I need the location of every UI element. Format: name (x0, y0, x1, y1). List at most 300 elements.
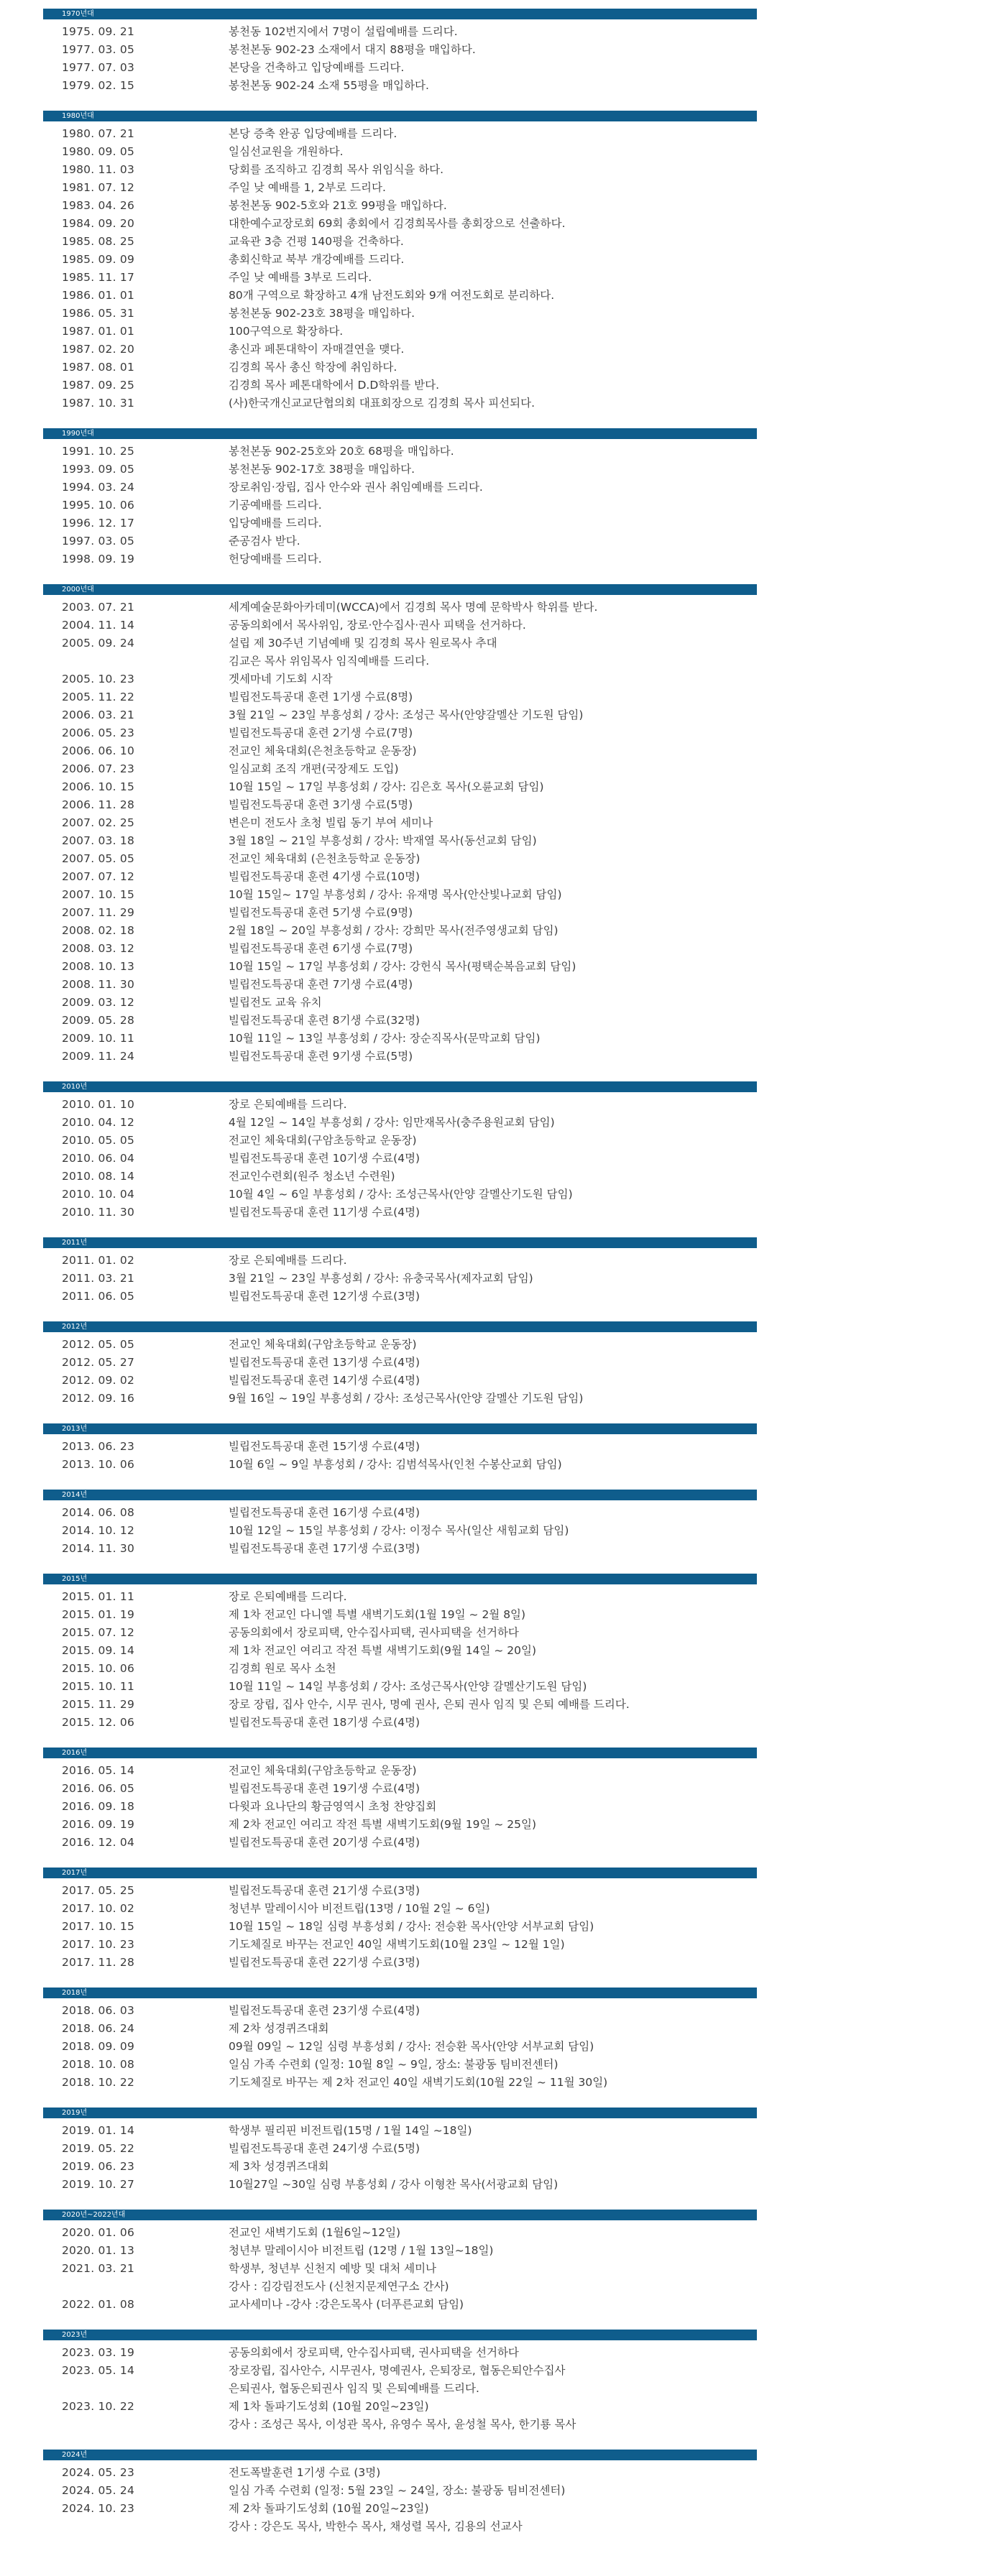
timeline-row (43, 233, 757, 251)
event-description: 빌립전도특공대 훈련 21기생 수료(3명) (229, 1884, 420, 1897)
event-date: 2008. 11. 30 (62, 978, 135, 991)
event-date: 2017. 10. 02 (62, 1902, 135, 1915)
event-description: 제 2차 돌파기도성회 (10월 20일~23일) (229, 2502, 429, 2515)
timeline-row (43, 778, 757, 796)
event-description: 제 1차 전교인 다니엘 특별 새벽기도회(1월 19일 ~ 2월 8일) (229, 1608, 526, 1621)
event-description: 교육관 3층 건평 140평을 건축하다. (229, 235, 404, 248)
event-description: 빌립전도특공대 훈련 3기생 수료(5명) (229, 798, 413, 811)
timeline-row (43, 125, 757, 143)
event-description: 10월 11일 ~ 14일 부흥성회 / 강사: 조성근목사(안양 갈멜산기도원 담임) (229, 1680, 587, 1693)
section-header-bar: 2020년~2022년대 (43, 2210, 757, 2220)
event-date: 2006. 07. 23 (62, 762, 135, 775)
event-date: 2024. 05. 24 (62, 2484, 135, 2497)
event-description: 총신과 페톤대학이 자매결연을 맺다. (229, 343, 405, 356)
event-date: 1987. 01. 01 (62, 325, 135, 338)
timeline-row (43, 1252, 757, 1270)
event-description: 전교인수련회(원주 청소년 수련원) (229, 1170, 395, 1183)
event-description: 2월 18일 ~ 20일 부흥성회 / 강사: 강희만 목사(전주영생교회 담임) (229, 924, 558, 937)
timeline-row (43, 161, 757, 179)
event-description: 제 1차 전교인 여리고 작전 특별 새벽기도회(9월 14일 ~ 20일) (229, 1644, 537, 1657)
event-description: 전도폭발훈련 1기생 수료 (3명) (229, 2466, 381, 2479)
event-date (43, 2278, 229, 2296)
event-description: 일심교회 조직 개편(국장제도 도입) (229, 762, 399, 775)
event-date: 2010. 04. 12 (62, 1116, 135, 1129)
timeline-row (43, 1882, 757, 1900)
timeline-row (43, 688, 757, 706)
event-description: 80개 구역으로 확장하고 4개 남전도회와 9개 여전도회로 분리하다. (229, 289, 555, 302)
event-description: (사)한국개신교교단협의회 대표회장으로 김경희 목사 피선되다. (229, 397, 535, 410)
event-description: 청년부 말레이시아 비전트립(13명 / 10월 2일 ~ 6일) (229, 1902, 490, 1915)
event-date: 1977. 07. 03 (62, 61, 135, 74)
timeline-row (43, 2518, 757, 2536)
event-date: 2019. 10. 27 (62, 2178, 135, 2191)
event-description: 10월 6일 ~ 9일 부흥성회 / 강사: 김범석목사(인천 수봉산교회 담임) (229, 1458, 562, 1471)
timeline-row (43, 1336, 757, 1354)
timeline-row (43, 1456, 757, 1474)
event-description: 봉천본동 902-25호와 20호 68평을 매입하다. (229, 445, 454, 458)
event-description: 학생부 필리핀 비전트립(15명 / 1월 14일 ~18일) (229, 2124, 472, 2137)
event-description: 봉천동 102번지에서 7명이 설립예배를 드리다. (229, 25, 458, 38)
timeline-section (43, 1321, 757, 1408)
event-date: 2014. 06. 08 (62, 1506, 135, 1519)
event-description: 3월 21일 ~ 23일 부흥성회 / 강사: 유충국목사(제자교회 담임) (229, 1272, 533, 1285)
timeline-row (43, 1714, 757, 1732)
event-date: 2006. 05. 23 (62, 726, 135, 739)
event-date: 2014. 11. 30 (62, 1542, 135, 1555)
timeline-row (43, 394, 757, 412)
event-date (43, 2380, 229, 2398)
event-date: 2013. 06. 23 (62, 1440, 135, 1453)
event-description: 10월 15일 ~ 17일 부흥성회 / 강사: 강헌식 목사(평택순복음교회 담임) (229, 960, 576, 973)
event-description: 빌립전도특공대 훈련 17기생 수료(3명) (229, 1542, 420, 1555)
timeline-row (43, 2416, 757, 2434)
timeline-row (43, 532, 757, 550)
timeline-row (43, 1678, 757, 1696)
event-description: 전교인 체육대회 (은천초등학교 운동장) (229, 852, 420, 865)
event-date: 2021. 03. 21 (62, 2262, 135, 2275)
timeline-row (43, 1012, 757, 1030)
event-date: 2020. 01. 13 (62, 2244, 135, 2257)
event-description: 빌립전도 교육 유치 (229, 996, 322, 1009)
timeline-row (43, 1168, 757, 1186)
event-date: 2011. 06. 05 (62, 1290, 135, 1303)
timeline-row (43, 814, 757, 832)
event-description: 장로 은퇴예배를 드리다. (229, 1098, 347, 1111)
event-description: 김교은 목사 위임목사 임직예배를 드리다. (229, 655, 430, 668)
event-date: 2007. 03. 18 (62, 834, 135, 847)
event-date: 2006. 06. 10 (62, 744, 135, 757)
event-description: 다윗과 요나단의 황금영역시 초청 찬양집회 (229, 1800, 437, 1813)
event-description: 본당 증축 완공 입당예배를 드리다. (229, 127, 397, 140)
event-description: 준공검사 받다. (229, 535, 300, 548)
event-description: 김경희 원로 목사 소천 (229, 1662, 336, 1675)
event-date: 2012. 05. 05 (62, 1338, 135, 1351)
timeline-row (43, 1186, 757, 1204)
timeline-row (43, 2296, 757, 2314)
timeline-section (43, 2330, 757, 2434)
event-date: 2015. 12. 06 (62, 1716, 135, 1729)
event-date: 2007. 07. 12 (62, 870, 135, 883)
event-date: 2009. 05. 28 (62, 1014, 135, 1027)
event-description: 봉천본동 902-24 소재 55평을 매입하다. (229, 79, 429, 92)
event-description: 빌립전도특공대 훈련 20기생 수료(4명) (229, 1836, 420, 1849)
event-description: 입당예배를 드리다. (229, 517, 322, 530)
event-date: 2022. 01. 08 (62, 2298, 135, 2311)
event-date: 1996. 12. 17 (62, 517, 135, 530)
timeline-row (43, 634, 757, 652)
timeline-row (43, 2380, 757, 2398)
event-date: 2007. 05. 05 (62, 852, 135, 865)
event-description: 10월27일 ~30일 심령 부흥성회 / 강사 이형찬 목사(서광교회 담임) (229, 2178, 558, 2191)
timeline-section (43, 1081, 757, 1222)
event-description: 본당을 건축하고 입당예배를 드리다. (229, 61, 405, 74)
timeline-row (43, 2224, 757, 2242)
timeline-row (43, 2278, 757, 2296)
event-date: 2012. 05. 27 (62, 1356, 135, 1369)
event-description: 헌당예배를 드리다. (229, 553, 322, 565)
timeline-row (43, 550, 757, 568)
section-header-bar: 1990년대 (43, 428, 757, 439)
timeline-section (43, 1490, 757, 1558)
timeline-row (43, 1588, 757, 1606)
timeline-row (43, 1204, 757, 1222)
event-description: 10월 15일~ 17일 부흥성회 / 강사: 유재명 목사(안산빛나교회 담임) (229, 888, 562, 901)
timeline-row (43, 2158, 757, 2176)
event-description: 일심 가족 수련회 (일정: 10월 8일 ~ 9일, 장소: 불광동 팀비전센터) (229, 2058, 558, 2071)
event-description: 당회를 조직하고 김경희 목사 위임식을 하다. (229, 163, 444, 176)
event-date: 2010. 08. 14 (62, 1170, 135, 1183)
timeline-row (43, 1030, 757, 1048)
event-date: 1983. 04. 26 (62, 199, 135, 212)
event-description: 공동의회에서 목사위임, 장로·안수집사·권사 피택을 선거하다. (229, 619, 526, 632)
event-date: 2023. 10. 22 (62, 2400, 135, 2413)
event-date: 1987. 09. 25 (62, 379, 135, 392)
timeline-row (43, 497, 757, 514)
timeline-row (43, 77, 757, 95)
event-date: 2010. 11. 30 (62, 1206, 135, 1219)
section-header-bar: 1980년대 (43, 111, 757, 121)
event-date: 1987. 10. 31 (62, 397, 135, 410)
timeline-row (43, 617, 757, 634)
event-date: 2005. 09. 24 (62, 637, 135, 650)
timeline-row (43, 2074, 757, 2092)
event-date: 1987. 08. 01 (62, 361, 135, 374)
timeline-section (43, 428, 757, 568)
event-description: 제 2차 전교인 여리고 작전 특별 새벽기도회(9월 19일 ~ 25일) (229, 1818, 537, 1831)
event-date: 2010. 06. 04 (62, 1152, 135, 1165)
timeline-row (43, 197, 757, 215)
event-date: 2020. 01. 06 (62, 2226, 135, 2239)
event-date: 2017. 10. 15 (62, 1920, 135, 1933)
event-date (43, 2416, 229, 2434)
event-date: 2023. 03. 19 (62, 2346, 135, 2359)
timeline-row (43, 1270, 757, 1288)
event-date: 2008. 10. 13 (62, 960, 135, 973)
timeline-row (43, 1150, 757, 1168)
event-description: 전교인 새벽기도회 (1월6일~12일) (229, 2226, 401, 2239)
timeline-section (43, 111, 757, 412)
event-date: 2016. 05. 14 (62, 1764, 135, 1777)
section-header-bar: 1970년대 (43, 9, 757, 19)
event-date: 1994. 03. 24 (62, 481, 135, 494)
event-description: 빌립전도특공대 훈련 22기생 수료(3명) (229, 1956, 420, 1969)
timeline-row (43, 443, 757, 461)
timeline-row (43, 670, 757, 688)
event-description: 설립 제 30주년 기념예배 및 김경희 목사 원로목사 추대 (229, 637, 497, 650)
event-description: 빌립전도특공대 훈련 14기생 수료(4명) (229, 1374, 420, 1387)
timeline-row (43, 2242, 757, 2260)
timeline-row (43, 742, 757, 760)
event-date: 2014. 10. 12 (62, 1524, 135, 1537)
event-date: 2010. 01. 10 (62, 1098, 135, 1111)
section-header-bar: 2024년 (43, 2450, 757, 2460)
event-description: 빌립전도특공대 훈련 13기생 수료(4명) (229, 1356, 420, 1369)
timeline-row (43, 323, 757, 341)
event-date: 2024. 05. 23 (62, 2466, 135, 2479)
event-description: 빌립전도특공대 훈련 6기생 수료(7명) (229, 942, 413, 955)
section-header-bar: 2017년 (43, 1868, 757, 1878)
event-date: 1991. 10. 25 (62, 445, 135, 458)
event-date: 1998. 09. 19 (62, 553, 135, 565)
event-description: 겟세마네 기도회 시작 (229, 673, 333, 685)
timeline-row (43, 904, 757, 922)
event-date: 2008. 03. 12 (62, 942, 135, 955)
timeline-section (43, 1423, 757, 1474)
timeline-section (43, 1237, 757, 1306)
event-description: 3월 21일 ~ 23일 부흥성회 / 강사: 조성근 목사(안양갈멜산 기도원 담임) (229, 708, 584, 721)
event-date: 2019. 01. 14 (62, 2124, 135, 2137)
timeline-row (43, 1834, 757, 1852)
timeline-row (43, 1390, 757, 1408)
timeline-section (43, 2210, 757, 2314)
event-date: 1980. 07. 21 (62, 127, 135, 140)
event-date: 2012. 09. 16 (62, 1392, 135, 1405)
timeline-row (43, 179, 757, 197)
event-description: 봉천본동 902-17호 38평을 매입하다. (229, 463, 415, 476)
timeline-row (43, 724, 757, 742)
timeline-row (43, 1372, 757, 1390)
event-description: 3월 18일 ~ 21일 부흥성회 / 강사: 박재열 목사(동선교회 담임) (229, 834, 537, 847)
event-date: 2009. 11. 24 (62, 1050, 135, 1063)
timeline-section (43, 1988, 757, 2092)
timeline-row (43, 1936, 757, 1954)
timeline-row (43, 760, 757, 778)
event-description: 빌립전도특공대 훈련 2기생 수료(7명) (229, 726, 413, 739)
event-description: 빌립전도특공대 훈련 1기생 수료(8명) (229, 691, 413, 703)
event-date: 2024. 10. 23 (62, 2502, 135, 2515)
section-header-bar: 2019년 (43, 2108, 757, 2118)
timeline-row (43, 2122, 757, 2140)
event-description: 빌립전도특공대 훈련 12기생 수료(3명) (229, 1290, 420, 1303)
timeline-row (43, 1918, 757, 1936)
timeline-row (43, 976, 757, 994)
timeline-section (43, 584, 757, 1066)
timeline-row (43, 2362, 757, 2380)
event-description: 빌립전도특공대 훈련 4기생 수료(10명) (229, 870, 420, 883)
event-description: 09월 09일 ~ 12일 심령 부흥성회 / 강사: 전승환 목사(안양 서부교회 담임) (229, 2040, 594, 2053)
event-description: 주일 낮 예배를 3부로 드리다. (229, 271, 372, 284)
timeline-row (43, 1660, 757, 1678)
timeline-row (43, 1540, 757, 1558)
event-description: 10월 11일 ~ 13일 부흥성회 / 강사: 장순직목사(문막교회 담임) (229, 1032, 541, 1045)
event-date: 1995. 10. 06 (62, 499, 135, 512)
timeline-row (43, 1048, 757, 1066)
event-description: 4월 12일 ~ 14일 부흥성회 / 강사: 임만재목사(충주용원교회 담임) (229, 1116, 555, 1129)
event-description: 김경희 목사 페톤대학에서 D.D학위를 받다. (229, 379, 440, 392)
timeline-row (43, 1624, 757, 1642)
timeline-row (43, 2464, 757, 2482)
event-date: 2011. 03. 21 (62, 1272, 135, 1285)
timeline-row (43, 922, 757, 940)
timeline-row (43, 994, 757, 1012)
event-date: 2017. 05. 25 (62, 1884, 135, 1897)
timeline-row (43, 377, 757, 394)
event-description: 기도체질로 바꾸는 전교인 40일 새벽기도회(10월 23일 ~ 12월 1일) (229, 1938, 565, 1951)
timeline-row (43, 2038, 757, 2056)
event-date: 2018. 06. 03 (62, 2004, 135, 2017)
event-date: 1984. 09. 20 (62, 217, 135, 230)
timeline-section (43, 1868, 757, 1972)
timeline-row (43, 868, 757, 886)
event-date: 1985. 11. 17 (62, 271, 135, 284)
timeline-row (43, 2500, 757, 2518)
event-description: 빌립전도특공대 훈련 24기생 수료(5명) (229, 2142, 420, 2155)
event-description: 세계예술문화아카데미(WCCA)에서 김경희 목사 명예 문학박사 학위를 받다. (229, 601, 598, 614)
timeline-row (43, 1696, 757, 1714)
timeline-row (43, 1288, 757, 1306)
event-description: 강사 : 조성근 목사, 이성관 목사, 유영수 목사, 윤성철 목사, 한기룡 목사 (229, 2418, 576, 2431)
event-date: 2013. 10. 06 (62, 1458, 135, 1471)
event-description: 주일 낮 예배를 1, 2부로 드리다. (229, 181, 386, 194)
event-description: 빌립전도특공대 훈련 5기생 수료(9명) (229, 906, 413, 919)
section-header-bar: 2000년대 (43, 584, 757, 595)
event-description: 제 3차 성경퀴즈대회 (229, 2160, 329, 2173)
event-description: 10월 15일 ~ 17일 부흥성회 / 강사: 김은호 목사(오륜교회 담임) (229, 780, 544, 793)
section-header-bar: 2014년 (43, 1490, 757, 1500)
event-date: 2016. 06. 05 (62, 1782, 135, 1795)
event-date: 2006. 11. 28 (62, 798, 135, 811)
event-date: 2008. 02. 18 (62, 924, 135, 937)
event-description: 기공예배를 드리다. (229, 499, 322, 512)
event-date: 2009. 03. 12 (62, 996, 135, 1009)
timeline-row (43, 1954, 757, 1972)
event-date: 1986. 01. 01 (62, 289, 135, 302)
event-date: 2019. 05. 22 (62, 2142, 135, 2155)
event-date: 2023. 05. 14 (62, 2364, 135, 2377)
event-date: 2018. 10. 22 (62, 2076, 135, 2089)
timeline-row (43, 269, 757, 287)
timeline-row (43, 1606, 757, 1624)
event-date: 1997. 03. 05 (62, 535, 135, 548)
timeline-row (43, 305, 757, 323)
event-date: 1977. 03. 05 (62, 43, 135, 56)
event-date: 2010. 10. 04 (62, 1188, 135, 1201)
timeline-row (43, 1132, 757, 1150)
timeline-row (43, 1900, 757, 1918)
event-description: 일심선교원을 개원하다. (229, 145, 344, 158)
timeline-row (43, 1096, 757, 1114)
event-date: 1980. 09. 05 (62, 145, 135, 158)
event-description: 10월 12일 ~ 15일 부흥성회 / 강사: 이정수 목사(일산 새힘교회 담임) (229, 1524, 569, 1537)
event-date: 1987. 02. 20 (62, 343, 135, 356)
event-description: 봉천본동 902-23호 38평을 매입하다. (229, 307, 415, 320)
event-description: 장로 장립, 집사 안수, 시무 권사, 명예 권사, 은퇴 권사 임직 및 은퇴 예배를 드리다. (229, 1698, 630, 1711)
event-description: 10월 4일 ~ 6일 부흥성회 / 강사: 조성근목사(안양 갈멜산기도원 담임) (229, 1188, 573, 1201)
event-description: 빌립전도특공대 훈련 19기생 수료(4명) (229, 1782, 420, 1795)
timeline-row (43, 41, 757, 59)
timeline-row (43, 958, 757, 976)
timeline-row (43, 59, 757, 77)
event-date (43, 2518, 229, 2536)
event-description: 변은미 전도사 초청 빌립 동기 부여 세미나 (229, 816, 433, 829)
timeline-row (43, 2260, 757, 2278)
section-header-bar: 2015년 (43, 1574, 757, 1584)
event-date: 1985. 09. 09 (62, 253, 135, 266)
timeline-row (43, 2176, 757, 2194)
event-description: 총회신학교 북부 개강예배를 드리다. (229, 253, 405, 266)
event-date: 2018. 10. 08 (62, 2058, 135, 2071)
section-header-bar: 2018년 (43, 1988, 757, 1998)
timeline-row (43, 850, 757, 868)
timeline-row (43, 23, 757, 41)
timeline-row (43, 1780, 757, 1798)
event-description: 공동의회에서 장로피택, 안수집사피택, 권사피택을 선거하다 (229, 1626, 519, 1639)
event-description: 일심 가족 수련회 (일정: 5월 23일 ~ 24일, 장소: 불광동 팀비전센터) (229, 2484, 566, 2497)
event-date: 2017. 10. 23 (62, 1938, 135, 1951)
event-description: 제 2차 성경퀴즈대회 (229, 2022, 329, 2035)
event-date: 2019. 06. 23 (62, 2160, 135, 2173)
event-date: 2015. 07. 12 (62, 1626, 135, 1639)
event-description: 청년부 말레이시아 비전트립 (12명 / 1월 13일~18일) (229, 2244, 494, 2257)
timeline-row (43, 1438, 757, 1456)
event-description: 은퇴권사, 협동은퇴권사 임직 및 은퇴예배를 드리다. (229, 2382, 479, 2395)
event-description: 봉천본동 902-5호와 21호 99평을 매입하다. (229, 199, 447, 212)
timeline-row (43, 143, 757, 161)
timeline-section (43, 1574, 757, 1732)
event-date: 2015. 10. 06 (62, 1662, 135, 1675)
timeline-row (43, 251, 757, 269)
event-description: 장로 은퇴예배를 드리다. (229, 1590, 347, 1603)
event-date: 2015. 01. 11 (62, 1590, 135, 1603)
event-date: 2007. 10. 15 (62, 888, 135, 901)
event-description: 빌립전도특공대 훈련 8기생 수료(32명) (229, 1014, 420, 1027)
event-description: 빌립전도특공대 훈련 11기생 수료(4명) (229, 1206, 420, 1219)
event-date: 2007. 02. 25 (62, 816, 135, 829)
event-date: 2005. 11. 22 (62, 691, 135, 703)
event-date: 2005. 10. 23 (62, 673, 135, 685)
section-header-bar: 2012년 (43, 1321, 757, 1332)
event-date: 2006. 03. 21 (62, 708, 135, 721)
event-date: 2015. 11. 29 (62, 1698, 135, 1711)
timeline-row (43, 652, 757, 670)
timeline-section (43, 2450, 757, 2536)
event-date: 1993. 09. 05 (62, 463, 135, 476)
event-date: 2015. 01. 19 (62, 1608, 135, 1621)
timeline-row (43, 2020, 757, 2038)
event-date: 2011. 01. 02 (62, 1254, 135, 1267)
event-date: 2018. 06. 24 (62, 2022, 135, 2035)
event-description: 빌립전도특공대 훈련 23기생 수료(4명) (229, 2004, 420, 2017)
timeline-row (43, 832, 757, 850)
event-date: 1980. 11. 03 (62, 163, 135, 176)
event-description: 학생부, 청년부 신천지 예방 및 대처 세미나 (229, 2262, 437, 2275)
event-description: 강사 : 김강림전도사 (신천지문제연구소 간사) (229, 2280, 449, 2293)
timeline-row (43, 2002, 757, 2020)
event-date: 2006. 10. 15 (62, 780, 135, 793)
timeline-section (43, 2108, 757, 2194)
section-header-bar: 2011년 (43, 1237, 757, 1248)
event-date: 2017. 11. 28 (62, 1956, 135, 1969)
